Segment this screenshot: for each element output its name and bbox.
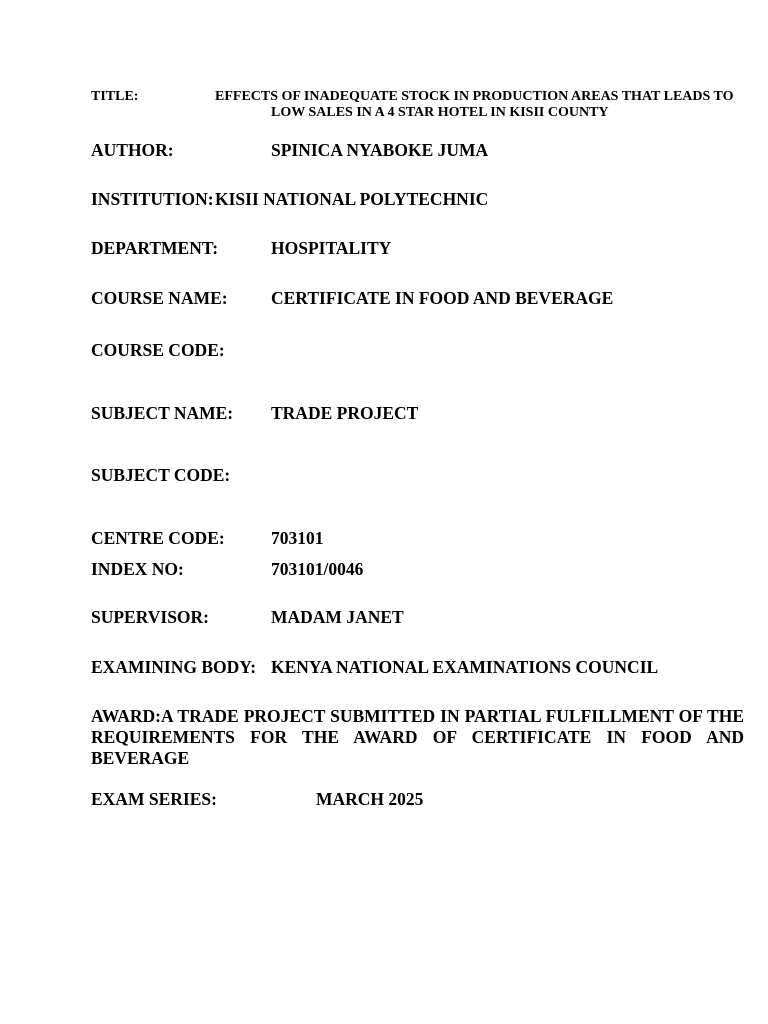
examining-body-value: KENYA NATIONAL EXAMINATIONS COUNCIL — [271, 657, 659, 677]
supervisor-value: MADAM JANET — [271, 607, 404, 627]
course-name-value: CERTIFICATE IN FOOD AND BEVERAGE — [271, 288, 614, 308]
award-paragraph: AWARD:A TRADE PROJECT SUBMITTED IN PARTIAL FULFILLMENT OF THE REQUIREMENTS FOR THE AWARD OF CERTIFICATE IN FOOD AND BEVERAGE — [91, 706, 744, 768]
department-value: HOSPITALITY — [271, 238, 392, 258]
title-label: TITLE: — [91, 89, 139, 104]
index-no-label: INDEX NO: — [91, 559, 184, 579]
course-code-label: COURSE CODE: — [91, 340, 225, 360]
exam-series-label: EXAM SERIES: — [91, 789, 217, 809]
subject-name-value: TRADE PROJECT — [271, 403, 419, 423]
course-name-label: COURSE NAME: — [91, 288, 228, 308]
author-label: AUTHOR: — [91, 140, 174, 160]
subject-name-label: SUBJECT NAME: — [91, 403, 234, 423]
centre-code-value: 703101 — [271, 528, 324, 548]
author-value: SPINICA NYABOKE JUMA — [271, 140, 489, 160]
supervisor-label: SUPERVISOR: — [91, 607, 210, 627]
subject-code-label: SUBJECT CODE: — [91, 465, 231, 485]
title-line-2: LOW SALES IN A 4 STAR HOTEL IN KISII COUNTY — [271, 105, 609, 120]
institution-label: INSTITUTION: — [91, 189, 214, 209]
department-label: DEPARTMENT: — [91, 238, 219, 258]
index-no-value: 703101/0046 — [271, 559, 364, 579]
examining-body-label: EXAMINING BODY: — [91, 657, 257, 677]
institution-value: KISII NATIONAL POLYTECHNIC — [215, 189, 489, 209]
exam-series-value: MARCH 2025 — [316, 789, 424, 809]
title-line-1: EFFECTS OF INADEQUATE STOCK IN PRODUCTION AREAS THAT LEADS TO — [215, 89, 734, 104]
centre-code-label: CENTRE CODE: — [91, 528, 225, 548]
